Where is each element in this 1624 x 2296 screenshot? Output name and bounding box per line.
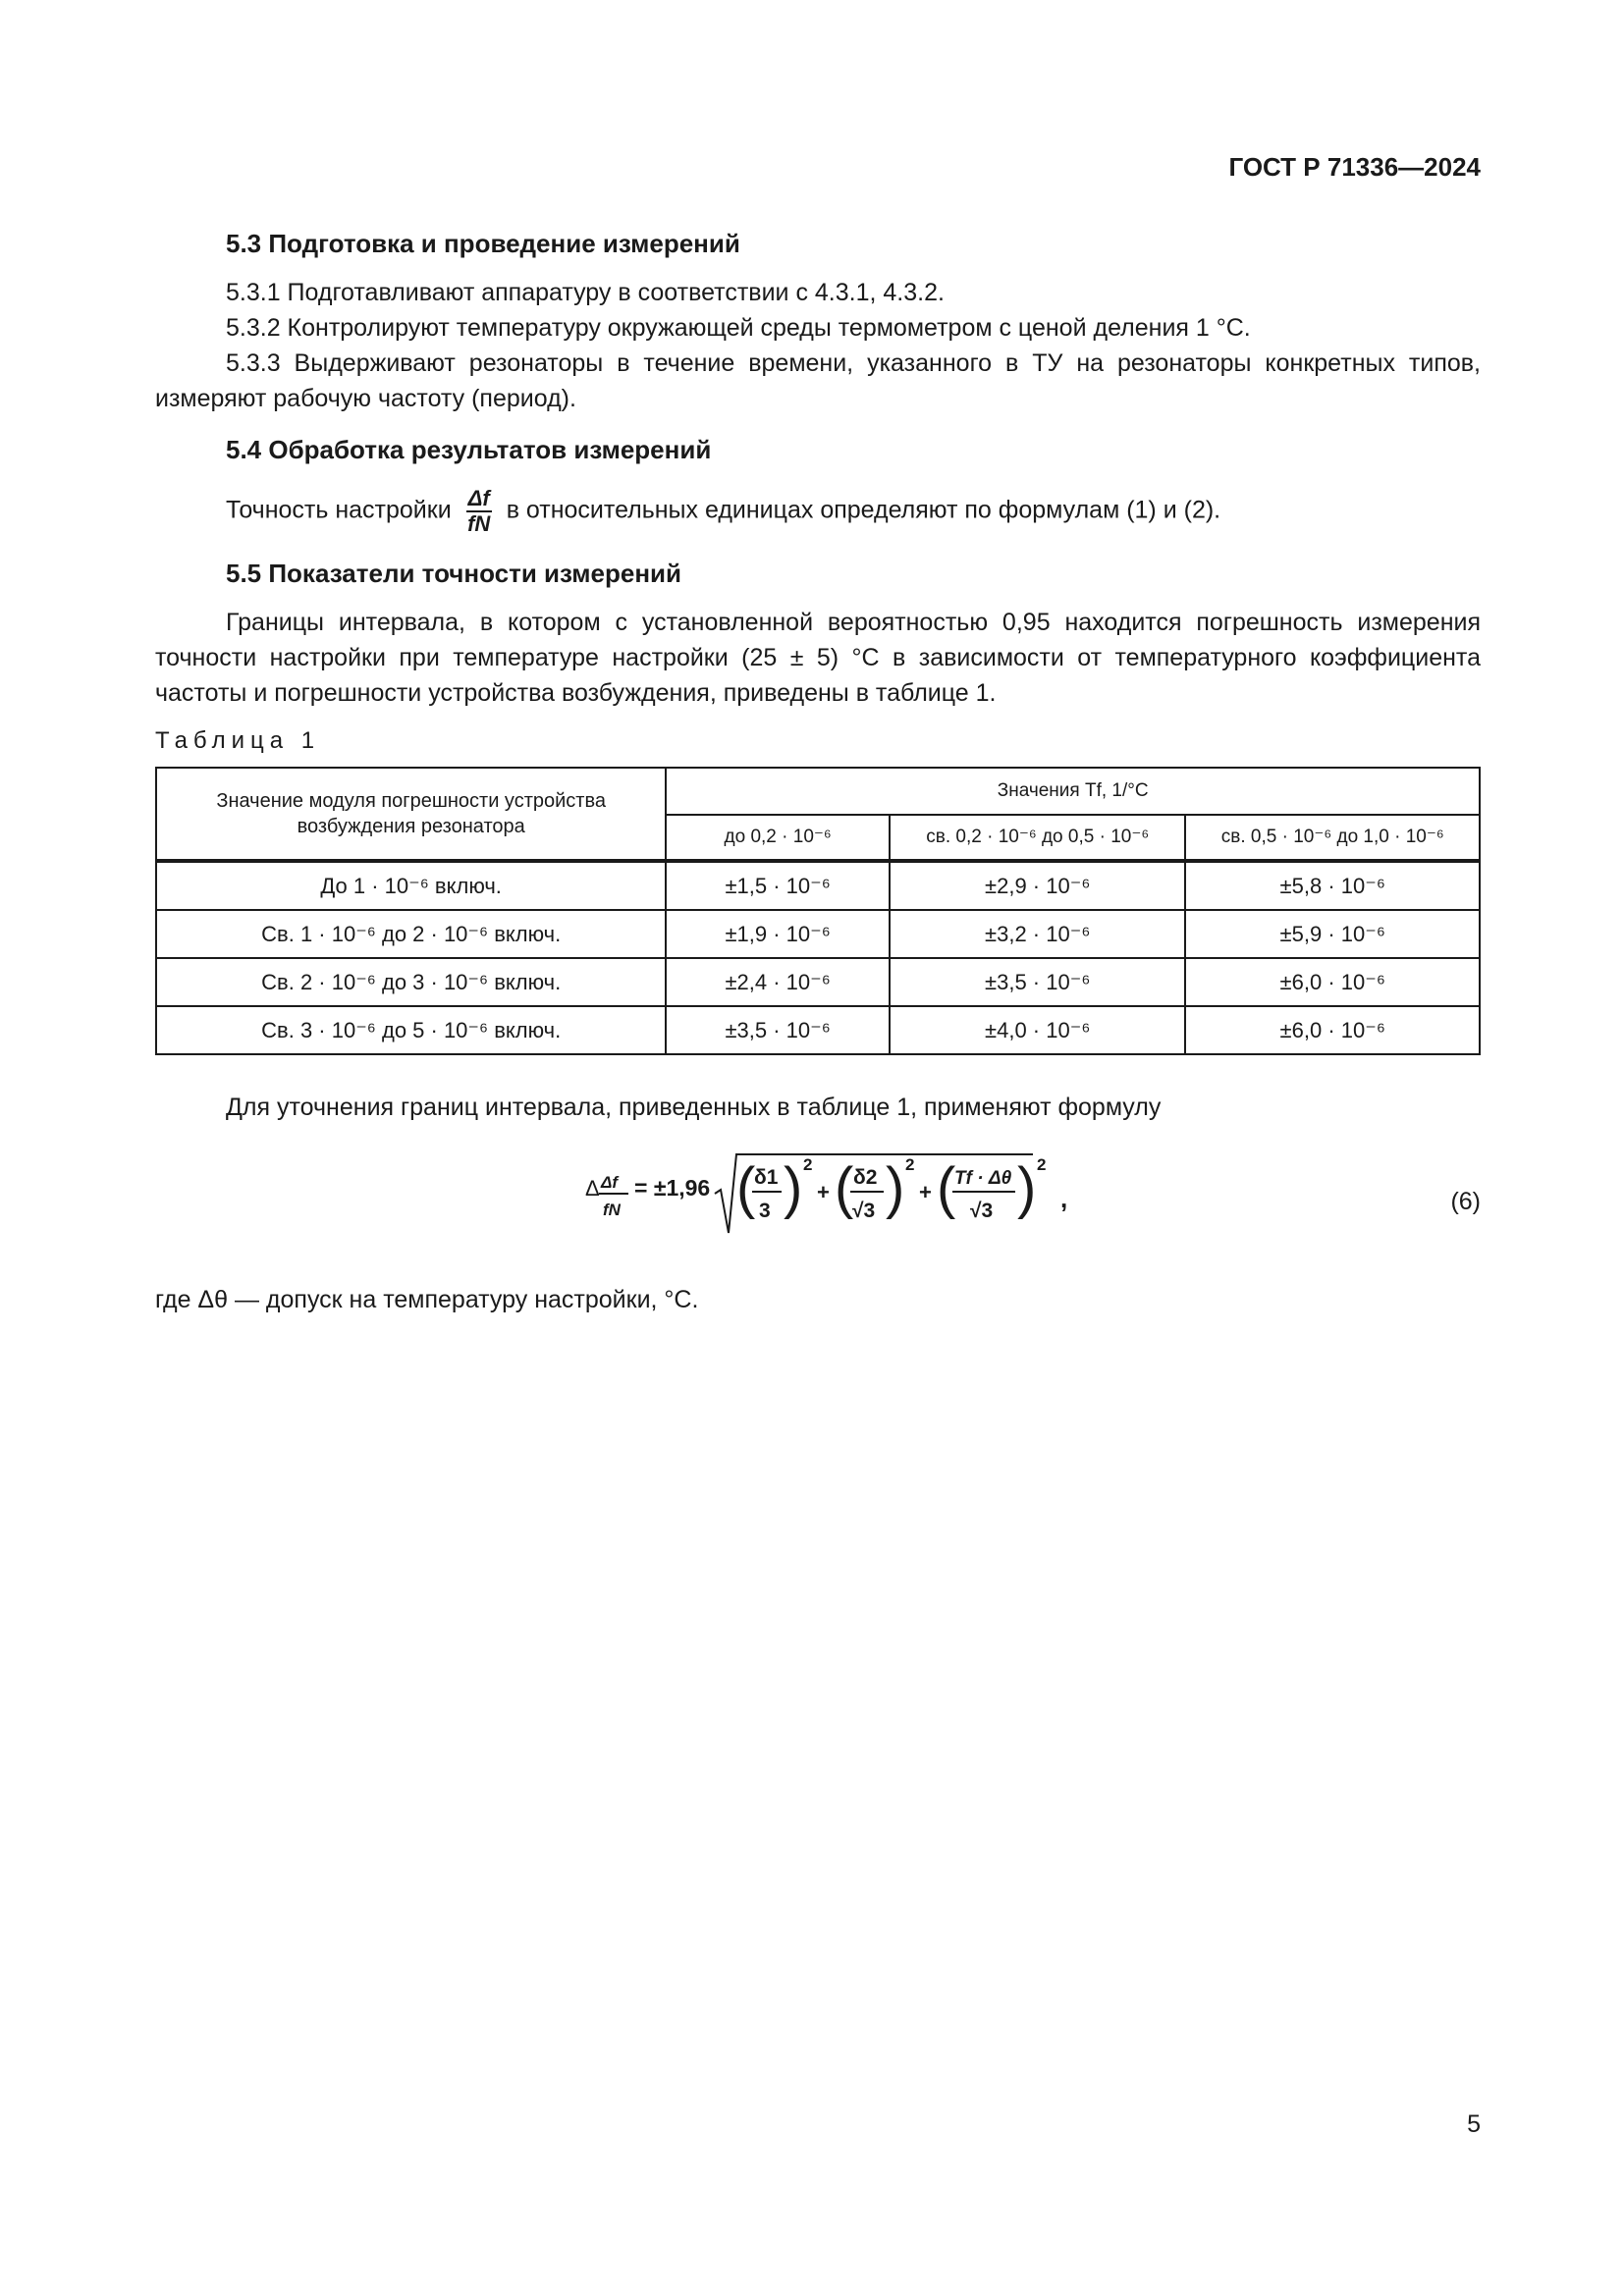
document-header: ГОСТ Р 71336—2024 (1228, 152, 1481, 182)
table-header-group: Значения Tf, 1/°С (666, 768, 1480, 815)
formula-t2-num: δ2 (853, 1166, 878, 1189)
para-5-5: Границы интервала, в котором с установленной вероятностью 0,95 находится погрешность измерения точности настройки при температуре настройки (25 ± 5) °С в зависимости от температурного коэффициента частоты и погрешности устройства возбуждения, приведены в таблице 1. (155, 609, 1481, 707)
formula-t1-num: δ1 (754, 1166, 779, 1189)
table-cell: ±4,0 · 10⁻⁶ (890, 1006, 1186, 1054)
svg-text:(: ( (736, 1156, 756, 1220)
accuracy-table (155, 767, 1481, 1055)
section-5-5-title: 5.5 Показатели точности измерений (226, 559, 682, 588)
para-5-3-1: 5.3.1 Подготавливают аппаратуру в соответствии с 4.3.1, 4.3.2. (226, 279, 945, 306)
para-5-3-3: 5.3.3 Выдерживают резонаторы в течение времени, указанного в ТУ на резонаторы конкретных типов, измеряют рабочую частоту (период). (155, 349, 1481, 412)
table-cell: Св. 3 · 10⁻⁶ до 5 · 10⁻⁶ включ. (156, 1006, 666, 1054)
table-cell: Св. 2 · 10⁻⁶ до 3 · 10⁻⁶ включ. (156, 958, 666, 1006)
para-5-3-2: 5.3.2 Контролируют температуру окружающей среды термометром с ценой деления 1 °С. (226, 314, 1251, 342)
formula-t2-den: √3 (852, 1200, 876, 1222)
table-row (156, 910, 1480, 958)
table-subheader: св. 0,2 · 10⁻⁶ до 0,5 · 10⁻⁶ (890, 815, 1186, 861)
table-cell: ±3,5 · 10⁻⁶ (890, 958, 1186, 1006)
table-cell: ±5,8 · 10⁻⁶ (1185, 861, 1480, 910)
svg-text:): ) (886, 1156, 905, 1220)
para-5-4-text-before: Точность настройки (226, 496, 452, 524)
section-5-4-title: 5.4 Обработка результатов измерений (226, 435, 712, 464)
svg-text:): ) (1017, 1156, 1037, 1220)
svg-text:): ) (784, 1156, 803, 1220)
table-cell: ±6,0 · 10⁻⁶ (1185, 1006, 1480, 1054)
para-5-4-text-after: в относительных единицах определяют по формулам (1) и (2). (506, 496, 1221, 524)
table-subheader: до 0,2 · 10⁻⁶ (666, 815, 890, 861)
formula-coefficient: = ±1,96 (634, 1175, 711, 1201)
section-5-3-title: 5.3 Подготовка и проведение измерений (226, 229, 740, 258)
formula-plus-1: + (817, 1180, 830, 1204)
formula-lhs-delta: Δ (585, 1176, 600, 1201)
formula-comma: , (1060, 1184, 1068, 1213)
table-cell: ±2,9 · 10⁻⁶ (890, 861, 1186, 910)
precision-fraction-num: Δf (467, 486, 490, 510)
formula-exp-2: 2 (905, 1155, 915, 1174)
table-cell: ±1,9 · 10⁻⁶ (666, 910, 890, 958)
table-cell: ±3,2 · 10⁻⁶ (890, 910, 1186, 958)
table-cell: ±2,4 · 10⁻⁶ (666, 958, 890, 1006)
table-header-col0: Значение модуля погрешности устройства возбуждения резонатора (156, 768, 666, 861)
table-cell: ±1,5 · 10⁻⁶ (666, 861, 890, 910)
formula-intro: Для уточнения границ интервала, приведенных в таблице 1, применяют формулу (226, 1094, 1162, 1121)
formula-6 (585, 1147, 1076, 1245)
table-row (156, 958, 1480, 1006)
where-clause: где Δθ — допуск на температуру настройки, °С. (155, 1286, 699, 1313)
svg-text:(: ( (835, 1156, 854, 1220)
table-subheader: св. 0,5 · 10⁻⁶ до 1,0 · 10⁻⁶ (1185, 815, 1480, 861)
table-caption: Таблица 1 (155, 727, 321, 754)
table-row (156, 861, 1480, 910)
formula-exp-3: 2 (1037, 1155, 1047, 1174)
table-row (156, 1006, 1480, 1054)
table-cell: ±6,0 · 10⁻⁶ (1185, 958, 1480, 1006)
equation-number: (6) (1450, 1188, 1481, 1215)
formula-t1-den: 3 (759, 1200, 771, 1222)
precision-fraction (466, 487, 492, 536)
formula-exp-1: 2 (803, 1155, 813, 1174)
svg-text:(: ( (937, 1156, 956, 1220)
formula-plus-2: + (919, 1180, 932, 1204)
formula-t3-den: √3 (970, 1200, 994, 1222)
formula-lhs-den: fN (603, 1201, 621, 1219)
precision-fraction-den: fN (467, 511, 491, 536)
table-cell: ±5,9 · 10⁻⁶ (1185, 910, 1480, 958)
formula-t3-num: Tf · Δθ (954, 1168, 1012, 1189)
formula-lhs-num: Δf (601, 1173, 619, 1192)
table-cell: Св. 1 · 10⁻⁶ до 2 · 10⁻⁶ включ. (156, 910, 666, 958)
table-cell: ±3,5 · 10⁻⁶ (666, 1006, 890, 1054)
para-5-4 (226, 487, 1220, 536)
table-cell: До 1 · 10⁻⁶ включ. (156, 861, 666, 910)
page-number: 5 (1467, 2110, 1481, 2138)
